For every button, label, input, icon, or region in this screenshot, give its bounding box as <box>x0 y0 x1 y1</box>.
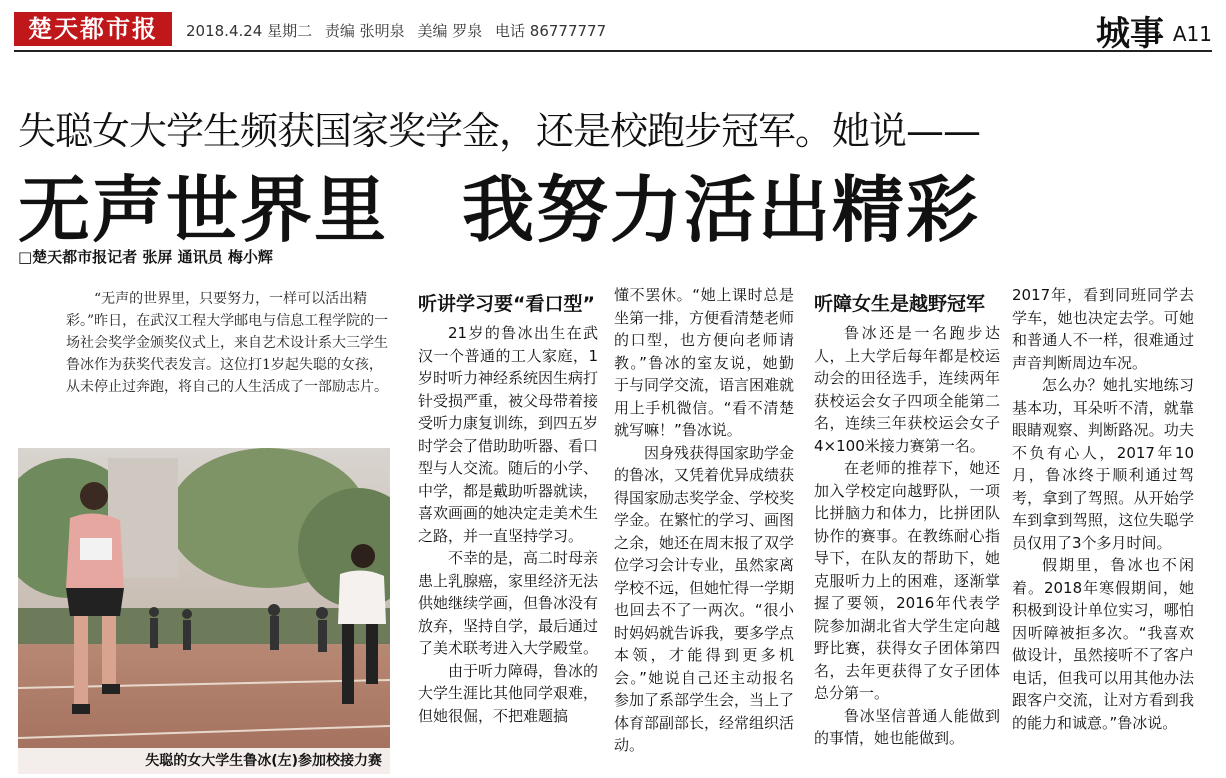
article-column-2 <box>614 284 794 757</box>
section-name: 城事 <box>1096 14 1164 54</box>
race-photo <box>18 448 390 774</box>
body-paragraph: 怎么办？她扎实地练习基本功，耳朵听不清，就靠眼睛观察、判断路况。功夫不负有心人，2017年10月，鲁冰终于顺利通过驾考，拿到了驾照。从开始学车到拿到驾照，这位失聪学员仅用了3个多月时间。 <box>1012 376 1194 552</box>
art-editor-credit: 美编 罗泉 <box>417 22 483 40</box>
phone-number: 电话 86777777 <box>495 22 607 40</box>
article-column-4 <box>1012 284 1194 734</box>
photo-caption: 失聪的女大学生鲁冰(左)参加校接力赛 <box>18 748 390 774</box>
lead-paragraph: “无声的世界里，只要努力，一样可以活出精彩。”昨日，在武汉工程大学邮电与信息工程学院的一场社会奖学金颁奖仪式上，来自艺术设计系大三学生鲁冰作为获奖代表发言。这位打1岁起失聪的女孩，从未停止过奔跑，将自己的人生活成了一部励志片。 <box>66 291 389 395</box>
editor-credit: 责编 张明泉 <box>324 22 405 40</box>
body-paragraph: 不幸的是，高二时母亲患上乳腺癌，家里经济无法供她继续学画，但鲁冰没有放弃，坚持自学，最后通过了美术联考进入大学殿堂。 <box>418 549 599 657</box>
race-photo-illustration <box>18 448 390 774</box>
body-paragraph: 21岁的鲁冰出生在武汉一个普通的工人家庭，1岁时听力神经系统因生病打针受损严重，被父母带着接受听力康复训练，到四五岁时学会了借助助听器、看口型与人交流。随后的小学、中学，都是戴助听器就读，喜欢画画的她决定走美术生之路，并一直坚持学习。 <box>418 324 599 545</box>
body-paragraph: 鲁冰坚信普通人能做到的事情，她也能做到。 <box>814 706 1000 747</box>
byline: □楚天都市报记者 张屏 通讯员 梅小辉 <box>18 248 273 266</box>
newspaper-logo: 楚天都市报 <box>14 12 172 46</box>
body-paragraph: 假期里，鲁冰也不闲着。2018年寒假期间，她积极到设计单位实习，哪怕因听障被拒多次。“我喜欢做设计，虽然接听不了客户电话，但我可以用其他办法跟客户交流，让对方看到我的能力和诚意。”鲁冰说。 <box>1012 556 1194 732</box>
article-column-3 <box>814 290 1000 750</box>
body-paragraph: 在老师的推荐下，她还加入学校定向越野队，一项比拼脑力和体力，比拼团队协作的赛事。在教练耐心指导下，在队友的帮助下，她克服听力上的困难，逐渐掌握了要领，2016年代表学院参加湖北省大学生定向越野比赛，获得女子团体第四名，去年更获得了女子团体总分第一。 <box>814 459 1000 702</box>
masthead <box>14 6 1212 52</box>
body-paragraph: 2017年，看到同班同学去学车，她也决定去学。可她和普通人不一样，很难通过声音判断周边车况。 <box>1012 286 1194 372</box>
body-paragraph: 因身残获得国家助学金的鲁冰，又凭着优异成绩获得国家励志奖学金、学校奖学金。在繁忙的学习、画图之余，她还在周末报了双学位学习会计专业，虽然家离学校不远，但她忙得一学期也回去不了一两次。“很小时妈妈就告诉我，要多学点本领，才能得到更多机会。”她说自己还主动报名参加了系部学生会，当上了体育部副部长，经常组织活动。 <box>614 443 795 754</box>
body-paragraph: 懂不罢休。“她上课时总是坐第一排，方便看清楚老师的口型，也方便向老师请教。”鲁冰的室友说，她勤于与同学交流，语言困难就用上手机微信。“看不清楚就写嘛！”鲁冰说。 <box>614 286 795 439</box>
dateline <box>186 20 614 41</box>
issue-date: 2018.4.24 星期二 <box>186 22 313 40</box>
kicker-headline: 失聪女大学生频获国家奖学金，还是校跑步冠军。她说—— <box>18 109 981 153</box>
main-headline: 无声世界里 我努力活出精彩 <box>18 168 981 252</box>
page-number: A11 <box>1172 22 1212 46</box>
body-paragraph: 鲁冰还是一名跑步达人，上大学后每年都是校运动会的田径选手，连续两年获校运会女子四项全能第二名，连续三年获校运会女子4×100米接力赛第一名。 <box>814 324 1000 455</box>
article-column-1 <box>418 290 598 727</box>
body-paragraph: 由于听力障碍，鲁冰的大学生涯比其他同学艰难，但她很倔，不把难题搞 <box>418 661 599 725</box>
subheading-orienteering: 听障女生是越野冠军 <box>814 293 986 315</box>
subheading-lip-reading: 听讲学习要“看口型” <box>418 293 595 315</box>
